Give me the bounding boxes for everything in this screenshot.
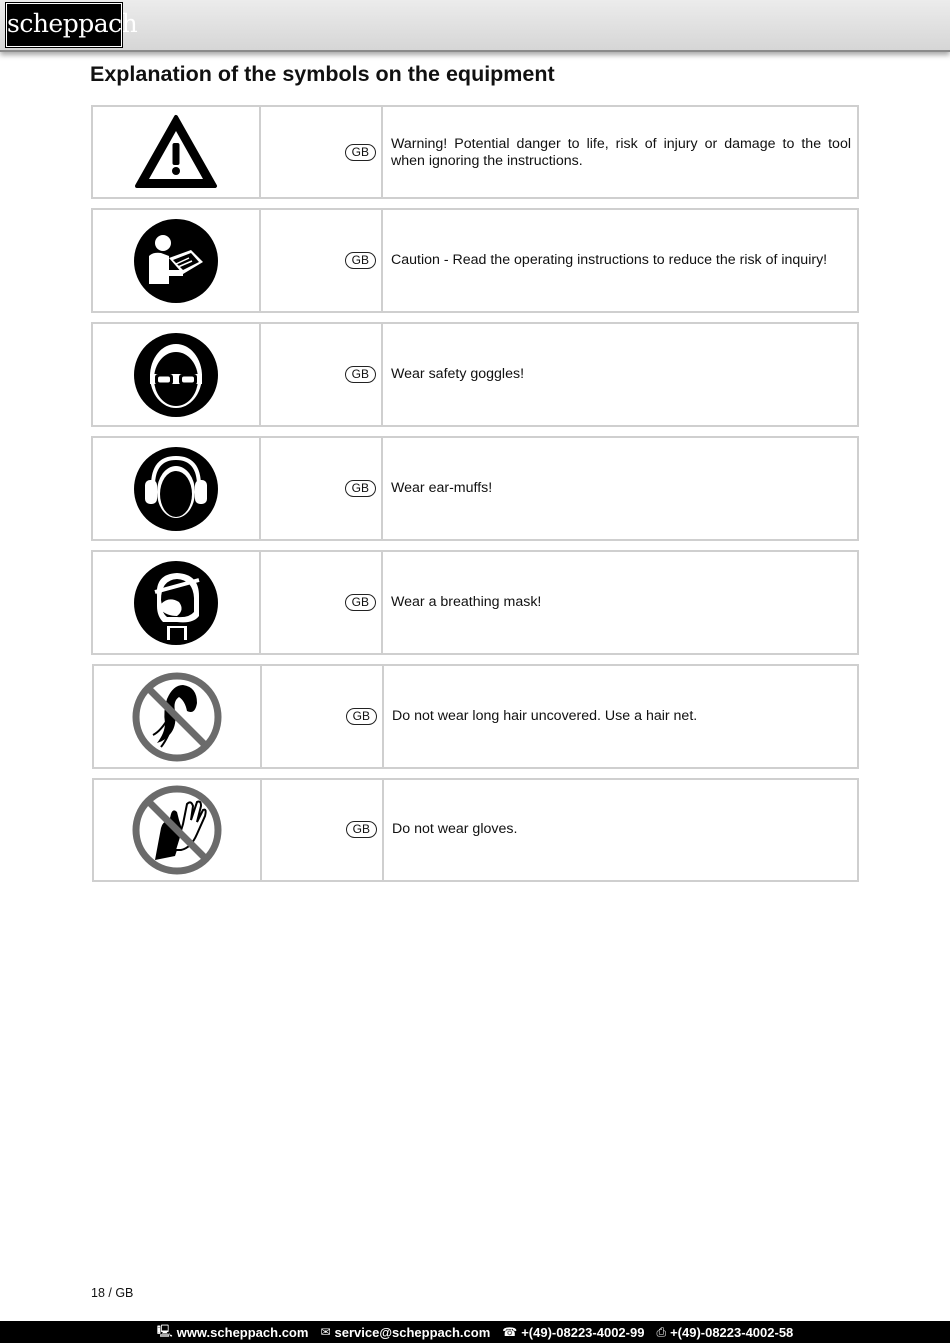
language-badge: GB bbox=[346, 708, 377, 725]
email-link[interactable]: service@scheppach.com bbox=[334, 1324, 491, 1340]
language-cell bbox=[260, 778, 384, 882]
computer-icon: 🖳 bbox=[156, 1323, 173, 1338]
read-manual-icon bbox=[133, 218, 219, 304]
symbol-cell bbox=[91, 436, 261, 541]
footer-fax bbox=[656, 1325, 793, 1340]
no-gloves-icon bbox=[131, 784, 223, 876]
no-long-hair-icon bbox=[131, 671, 223, 763]
breathing-mask-icon bbox=[133, 560, 219, 646]
page-title: Explanation of the symbols on the equipment bbox=[90, 62, 555, 86]
description-cell bbox=[382, 664, 859, 769]
ear-muffs-icon bbox=[133, 446, 219, 532]
symbol-cell bbox=[91, 550, 261, 655]
phone-number: +(49)-08223-4002-99 bbox=[521, 1324, 645, 1340]
language-cell bbox=[259, 436, 383, 541]
symbol-row bbox=[92, 664, 859, 769]
fax-icon: ⎙ bbox=[656, 1324, 667, 1339]
language-badge: GB bbox=[345, 366, 376, 383]
symbol-description: Do not wear long hair uncovered. Use a hair net. bbox=[392, 708, 698, 724]
footer-email[interactable] bbox=[320, 1325, 490, 1340]
footer-website[interactable] bbox=[157, 1322, 309, 1343]
fax-number: +(49)-08223-4002-58 bbox=[670, 1324, 794, 1340]
symbol-cell bbox=[92, 778, 262, 882]
footer-bar bbox=[0, 1321, 950, 1343]
symbol-description: Wear ear-muffs! bbox=[391, 480, 493, 496]
warning-triangle-icon bbox=[133, 113, 219, 191]
language-cell bbox=[259, 208, 383, 313]
language-badge: GB bbox=[346, 821, 377, 838]
scheppach-logo: scheppach bbox=[6, 3, 122, 47]
symbol-row bbox=[91, 550, 859, 655]
symbol-cell bbox=[91, 322, 261, 427]
description-cell bbox=[381, 208, 859, 313]
symbol-description: Wear safety goggles! bbox=[391, 366, 525, 382]
description-cell bbox=[381, 436, 859, 541]
footer-phone bbox=[502, 1325, 644, 1340]
symbol-row bbox=[91, 208, 859, 313]
symbol-description: Do not wear gloves. bbox=[392, 821, 518, 837]
symbol-description: Wear a breathing mask! bbox=[391, 594, 542, 610]
header-bar bbox=[0, 0, 950, 52]
symbol-cell bbox=[92, 664, 262, 769]
symbol-row bbox=[91, 105, 859, 199]
symbol-cell bbox=[91, 208, 261, 313]
symbol-description: Caution - Read the operating instructions to reduce the risk of inquiry! bbox=[391, 252, 828, 268]
language-cell bbox=[259, 550, 383, 655]
language-badge: GB bbox=[345, 252, 376, 269]
symbol-row bbox=[91, 436, 859, 541]
language-badge: GB bbox=[345, 594, 376, 611]
description-cell bbox=[381, 322, 859, 427]
description-cell bbox=[382, 778, 859, 882]
symbol-description: Warning! Potential danger to life, risk of injury or damage to the tool when ignoring the instructions. bbox=[391, 136, 851, 169]
telephone-icon: ☎ bbox=[502, 1325, 518, 1339]
symbol-row bbox=[92, 778, 859, 882]
description-cell bbox=[381, 550, 859, 655]
safety-goggles-icon bbox=[133, 332, 219, 418]
language-badge: GB bbox=[345, 480, 376, 497]
symbol-cell bbox=[91, 105, 261, 199]
description-cell bbox=[381, 105, 859, 199]
language-cell bbox=[259, 105, 383, 199]
language-cell bbox=[259, 322, 383, 427]
language-badge: GB bbox=[345, 144, 376, 161]
language-cell bbox=[260, 664, 384, 769]
envelope-icon: ✉ bbox=[320, 1325, 331, 1339]
page-number: 18 / GB bbox=[91, 1286, 134, 1300]
website-link[interactable]: www.scheppach.com bbox=[176, 1324, 309, 1340]
symbol-row bbox=[91, 322, 859, 427]
